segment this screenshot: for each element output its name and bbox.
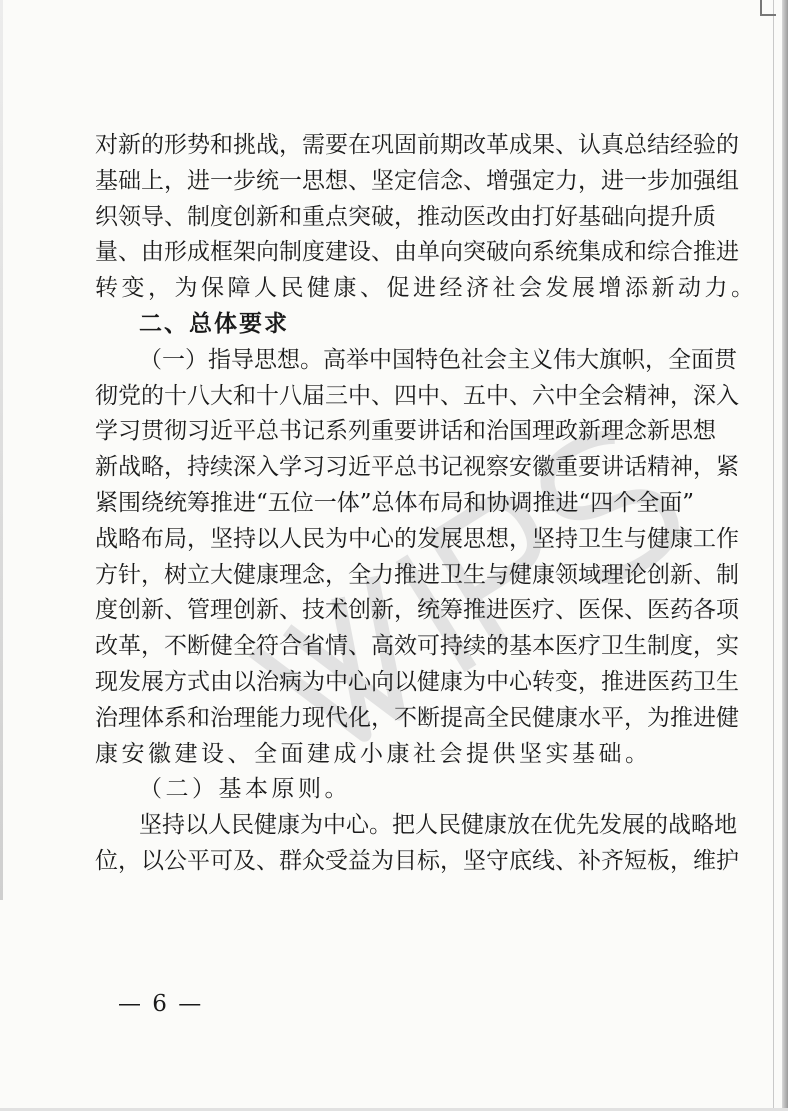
scan-edge-line (773, 0, 774, 1111)
paragraph-line: 彻党的十八大和十八届三中、四中、五中、六中全会精神，深入 (95, 382, 739, 409)
subsection-heading: （二）基本原则。 (139, 776, 351, 803)
paragraph-line: 紧围绕统筹推进“五位一体”总体布局和协调推进“四个全面” (95, 489, 695, 516)
document-body (95, 128, 758, 880)
paragraph-line: （一）指导思想。高举中国特色社会主义伟大旗帜，全面贯 (139, 346, 737, 373)
paragraph-line: 学习贯彻习近平总书记系列重要讲话和治国理政新理念新思想 (95, 418, 716, 445)
paragraph-line: 坚持以人民健康为中心。把人民健康放在优先发展的战略地 (139, 812, 737, 839)
paragraph-line: 改革，不断健全符合省情、高效可持续的基本医疗卫生制度，实 (95, 633, 739, 660)
paragraph-line: 对新的形势和挑战，需要在巩固前期改革成果、认真总结经验的 (95, 132, 739, 158)
paragraph-line: 度创新、管理创新、技术创新，统筹推进医疗、医保、医药各项 (95, 597, 739, 624)
paragraph-line: 现发展方式由以治病为中心向以健康为中心转变，推进医药卫生 (95, 668, 739, 695)
paragraph-line: 方针，树立大健康理念，全力推进卫生与健康领域理论创新、制 (95, 561, 739, 588)
scan-edge-right (782, 0, 788, 1111)
paragraph-line: 织领导、制度创新和重点突破，推动医改由打好基础向提升质 (95, 203, 716, 230)
section-heading: 二、总体要求 (139, 310, 289, 337)
paragraph-line: 战略布局，坚持以人民为中心的发展思想，坚持卫生与健康工作 (95, 525, 739, 552)
paragraph-line: 转变，为保障人民健康、促进经济社会发展增添新动力。 (95, 275, 758, 302)
paragraph-line: 康安徽建设、全面建成小康社会提供坚实基础。 (95, 740, 652, 767)
scan-edge-left (0, 0, 3, 900)
page-number: — 6 — (118, 991, 204, 1017)
paragraph-line: 位，以公平可及、群众受益为目标，坚守底线、补齐短板，维护 (95, 847, 739, 874)
paragraph-line: 量、由形成框架向制度建设、由单向突破向系统集成和综合推进 (95, 239, 739, 266)
paragraph-line: 新战略，持续深入学习习近平总书记视察安徽重要讲话精神，紧 (95, 454, 739, 481)
paragraph-line: 治理体系和治理能力现代化，不断提高全民健康水平，为推进健 (95, 704, 739, 731)
crop-corner-mark (760, 0, 776, 16)
paragraph-line: 基础上，进一步统一思想、坚定信念、增强定力，进一步加强组 (95, 167, 739, 194)
